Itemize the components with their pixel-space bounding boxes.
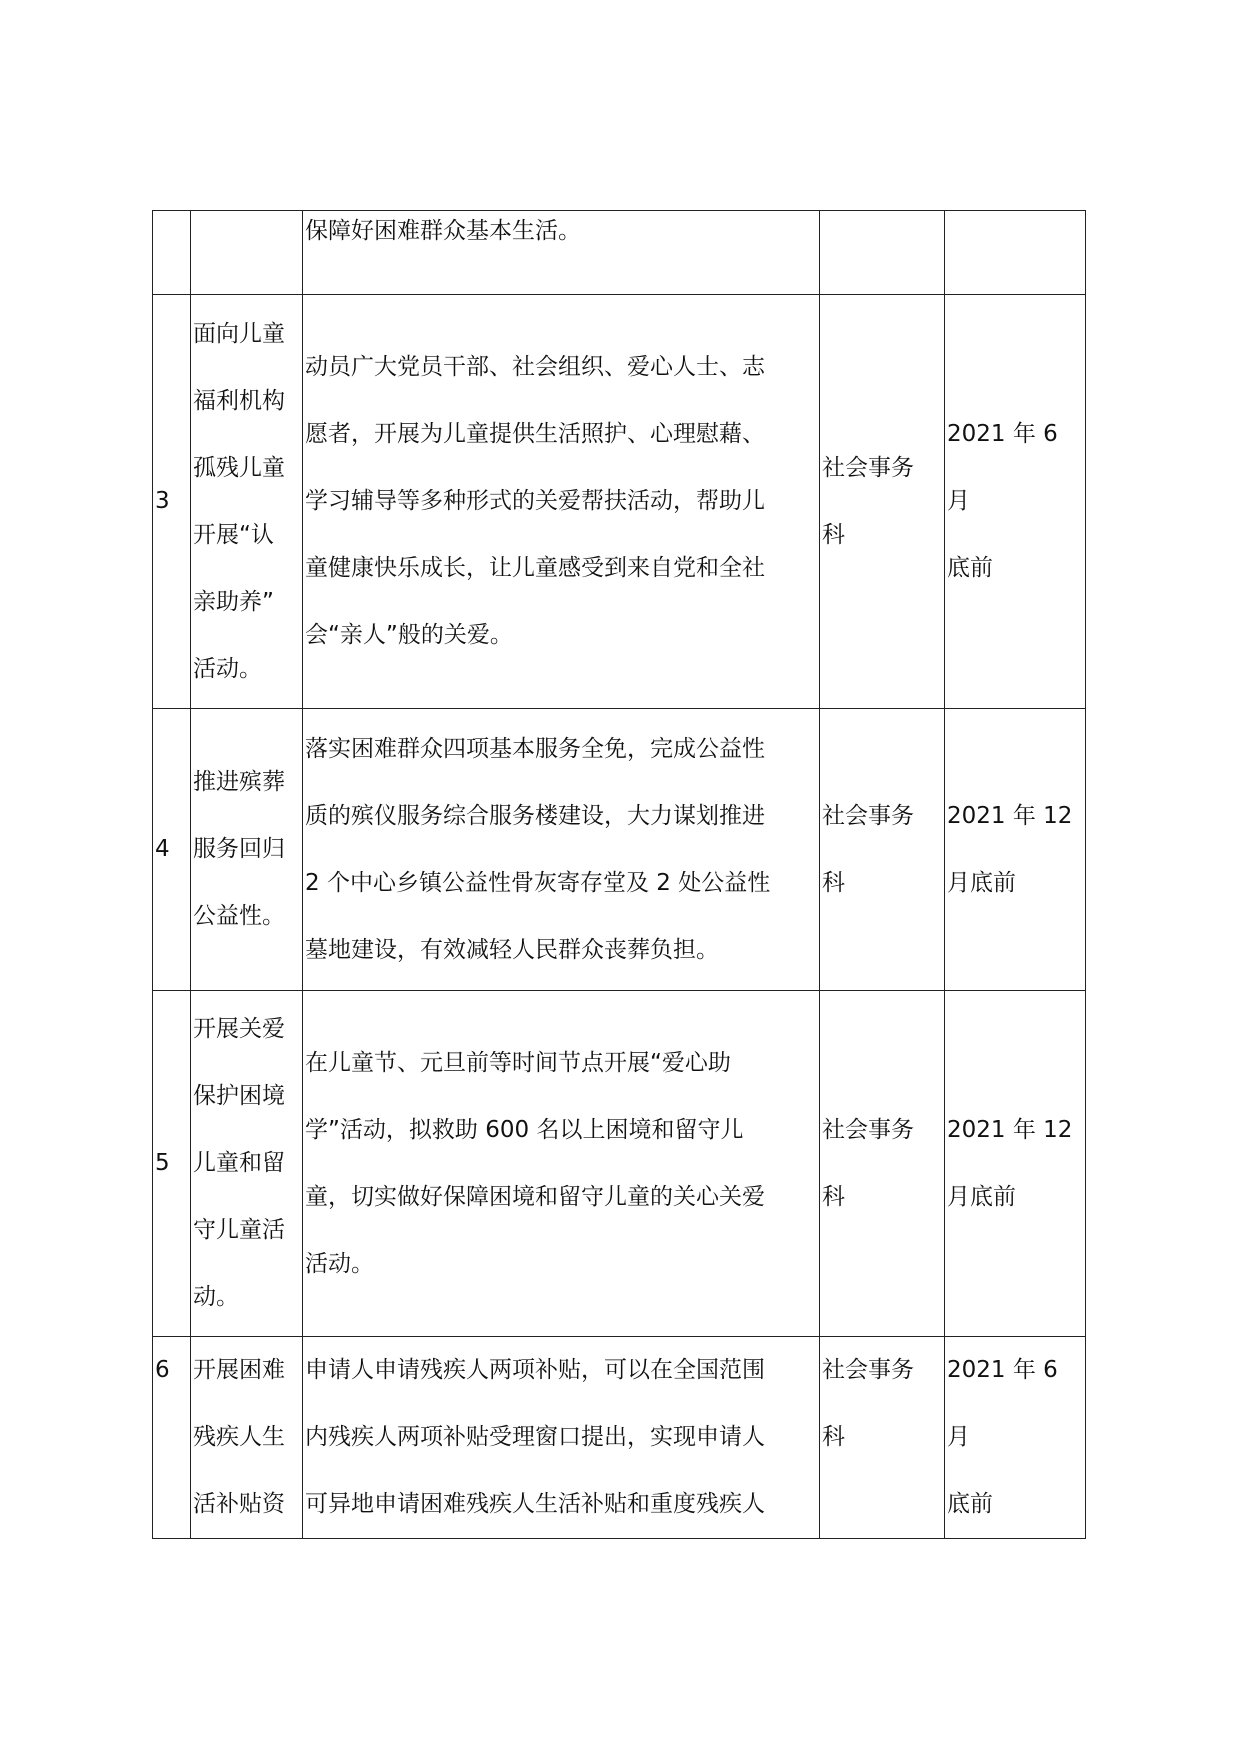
description-cell: 申请人申请残疾人两项补贴，可以在全国范围 内残疾人两项补贴受理窗口提出，实现申请人 可异地申请困难残疾人生活补贴和重度残疾人 (303, 1337, 820, 1539)
row-number-cell: 6 (153, 1337, 191, 1539)
deadline-cell: 2021 年 12 月底前 (945, 991, 1086, 1337)
deadline-cell: 2021 年 12 月底前 (945, 709, 1086, 991)
row-number-cell: 5 (153, 991, 191, 1337)
item-cell: 推进殡葬 服务回归 公益性。 (191, 709, 303, 991)
item-cell: 开展关爱 保护困境 儿童和留 守儿童活 动。 (191, 991, 303, 1337)
table-row (153, 211, 1086, 295)
description-cell: 在儿童节、元旦前等时间节点开展“爱心助 学”活动，拟救助 600 名以上困境和留守儿 童，切实做好保障困境和留守儿童的关心关爱 活动。 (303, 991, 820, 1337)
deadline-cell (945, 211, 1086, 295)
table-row (153, 709, 1086, 991)
task-table (152, 210, 1086, 1539)
department-cell (820, 211, 945, 295)
item-cell: 面向儿童 福利机构 孤残儿童 开展“认 亲助养” 活动。 (191, 295, 303, 709)
description-cell: 保障好困难群众基本生活。 (303, 211, 820, 295)
row-number-cell: 4 (153, 709, 191, 991)
table-row (153, 295, 1086, 709)
department-cell: 社会事务 科 (820, 709, 945, 991)
department-cell: 社会事务 科 (820, 1337, 945, 1539)
item-cell: 开展困难 残疾人生 活补贴资 (191, 1337, 303, 1539)
deadline-cell: 2021 年 6 月 底前 (945, 295, 1086, 709)
department-cell: 社会事务 科 (820, 295, 945, 709)
row-number-cell (153, 211, 191, 295)
table-row (153, 1337, 1086, 1539)
description-cell: 落实困难群众四项基本服务全免，完成公益性 质的殡仪服务综合服务楼建设，大力谋划推进 2 个中心乡镇公益性骨灰寄存堂及 2 处公益性 墓地建设，有效减轻人民群众丧葬负担。 (303, 709, 820, 991)
department-cell: 社会事务 科 (820, 991, 945, 1337)
description-cell: 动员广大党员干部、社会组织、爱心人士、志 愿者，开展为儿童提供生活照护、心理慰藉、 学习辅导等多种形式的关爱帮扶活动，帮助儿 童健康快乐成长，让儿童感受到来自党和全社 会“亲人”般的关爱。 (303, 295, 820, 709)
row-number-cell: 3 (153, 295, 191, 709)
deadline-cell: 2021 年 6 月 底前 (945, 1337, 1086, 1539)
table-row (153, 991, 1086, 1337)
item-cell (191, 211, 303, 295)
